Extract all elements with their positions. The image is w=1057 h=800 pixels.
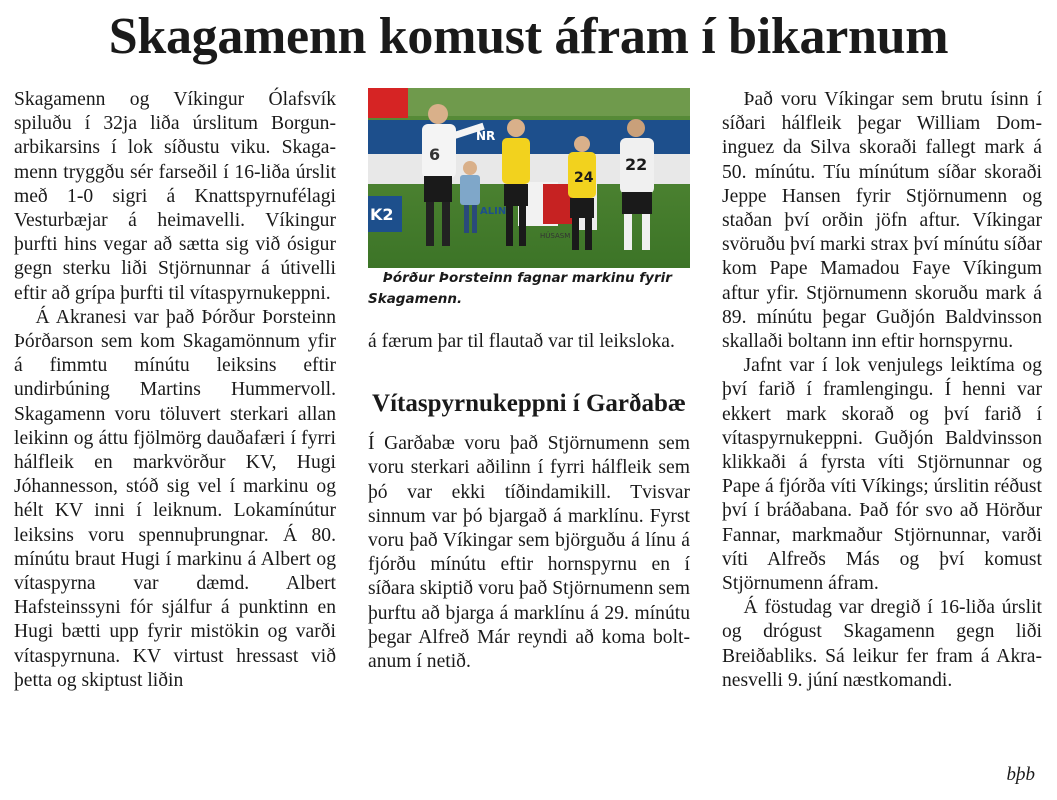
article-paragraph: Jafnt var í lok venjulegs leiktíma og því farið í framlengingu. Í henni var ekkert mark skorað og því farið í vítaspyrnukeppni. Guðjón Baldvinsson klikkaði á fyrsta víti Stjörnunnar og Pape á fjórða víti Víkings; úrslitin réðust því í bráðabana. Það fór svo að Hörður Fannar, markmaður Stjörnunnar, varði víti Alfreðs Más og því komust Stjörnumenn áfram. (722, 355, 1042, 595)
article-headline: Skagamenn komust áfram í bikarnum (108, 8, 949, 65)
shirt-number: 6 (429, 145, 441, 164)
shirt-number: 24 (574, 170, 594, 186)
photo-caption: Þórður Þorsteinn fagnar markinu fyrir Skagamenn. (368, 270, 672, 307)
article-column-2 (368, 88, 690, 674)
article-paragraph: Það voru Víkingar sem brutu ísinn í síðari hálfleik þegar William Dominguez da Silva skoraði fallegt mark á 50. mínútu. Tíu mínútum síðar skoraði Jeppe Hansen fyrir Stjörnumenn og staðan því orðin jöfn aftur. Víkingar svöruðu því marki strax því mínútu síðar kom Pape Mamadou Faye Víkingum aftur yfir. Stjörnumenn skoruðu mark á 89. mínútu þegar Guðjón Baldvinsson skallaði boltann inn eftir hornspyrnu. (722, 89, 1042, 353)
board-text: ALIN (480, 206, 507, 217)
board-text: K2 (370, 205, 394, 224)
board-text: HÚSASM (540, 232, 571, 240)
article-paragraph: Skagamenn og Víkingur Ólafsvík spiluðu í 32ja liða úrslitum Borgunarbikarsins í lok síðustu viku. Skagamenn tryggðu sér farseðil í 16-liða úrslit með 1-0 sigri á Knattspyrnufélagi Vesturbæjar á heimavelli. Víkingur þurfti hins vegar að sætta sig við ósigur gegn sterku liði Stjörnunnar á útivelli eftir að grípa þurfti til vítaspyrnukeppni. (14, 89, 336, 304)
article-paragraph: Á föstudag var dregið í 16-liða úrslit og drógust Skagamenn gegn liði Breiðabliks. Sá leikur fer fram á Akranesvelli 9. júní næstkomandi. (722, 597, 1042, 691)
article-paragraph: á færum þar til flautað var til leiksloka. (368, 331, 675, 352)
article-paragraph: Í Garðabæ voru það Stjörnumenn sem voru sterkari aðilinn í fyrri hálfleik sem þó var ekki tíðindamikill. Tvisvar sinnum var þó bjargað á marklínu. Fyrst voru það Víkingar sem björguðu á línu á fjórðu mínútu eftir hornspyrnu en í síðara skiptið voru það Stjörnumenn sem þurftu að bjarga á marklínu á 29. mínútu þegar Alfreð Már reyndi að koma boltanum í netið. (368, 433, 690, 673)
article-paragraph: Á Akranesi var það Þórður Þorsteinn Þórðarson sem kom Skagamönnum yfir á fimmtu mínútu leiksins eftir undirbúning Martins Hummervoll. Skagamenn voru töluvert sterkari allan leikinn og áttu fjölmörg dauðafæri í fyrri hálfleik en markvörður KV, Hugi Jóhannesson, stóð sig vel í markinu og hélt KV inni í leiknum. Lokamínútur leiksins voru spennuþrungnar. Á 80. mínútu braut Hugi í markinu á Albert og vítaspyrna var dæmd. Albert Hafsteinssyni fór sjálfur á punktinn en Hugi bætti upp fyrir mistökin og varði vítaspyrnuna. KV virtust hressast við þetta og skiptust liðin (14, 306, 336, 691)
section-subheading: Vítaspyrnukeppni í Garðabæ (372, 390, 686, 418)
article-column-1 (14, 88, 336, 693)
board-text: NR (476, 129, 496, 143)
shirt-number: 22 (625, 155, 648, 174)
author-signature: bþb (1006, 764, 1035, 785)
article-column-3 (722, 88, 1042, 693)
soccer-players-image (368, 88, 690, 268)
match-photo (368, 88, 690, 268)
